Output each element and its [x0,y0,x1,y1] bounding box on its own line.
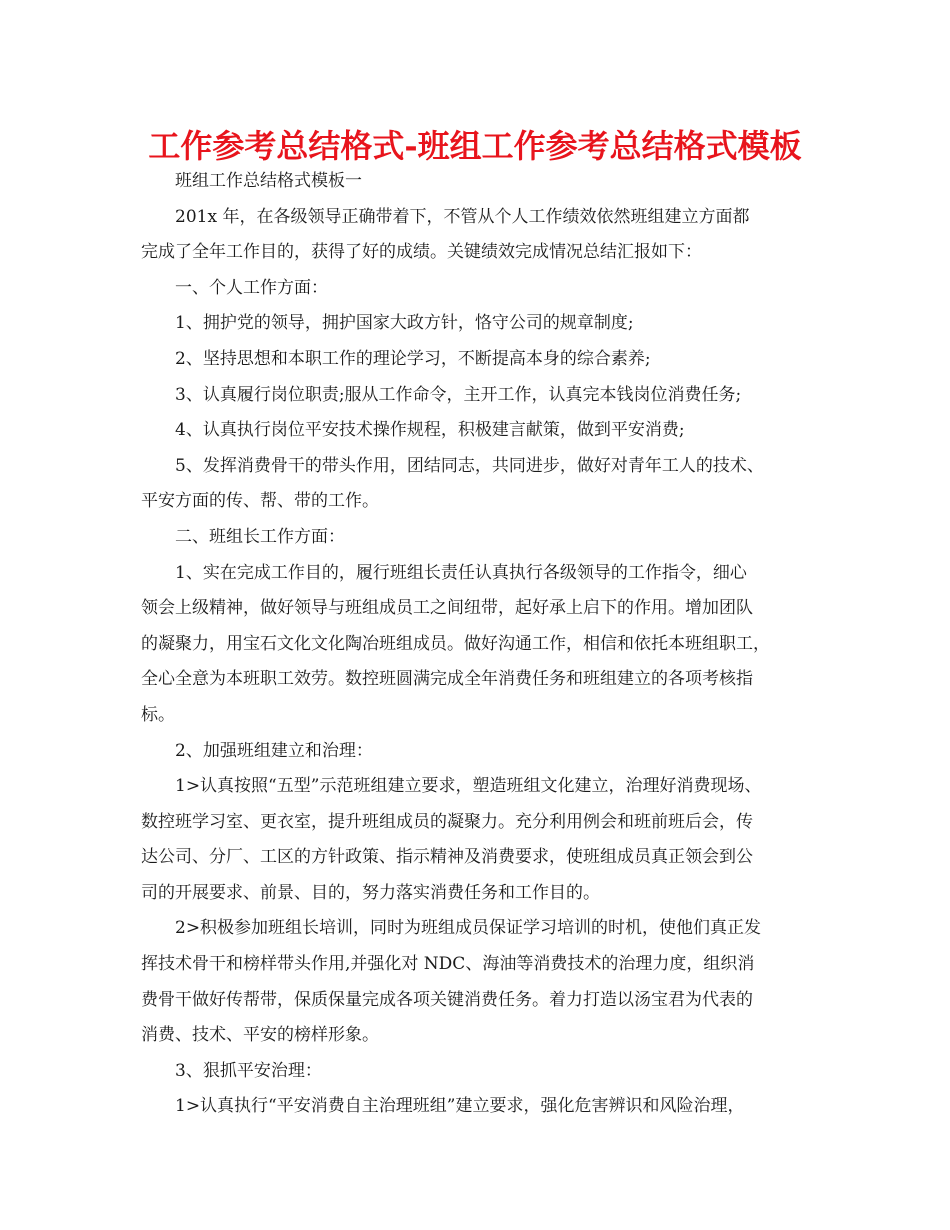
text-line: 4、认真执行岗位平安技术操作规程，积极建言献策，做到平安消费; [175,420,685,441]
text-line: 领会上级精神，做好领导与班组成员工之间纽带，起好承上启下的作用。增加团队 [141,598,753,619]
document-title: 工作参考总结格式-班组工作参考总结格式模板 [148,127,802,165]
text-line: 二、班组长工作方面： [175,526,345,547]
text-line: 1、拥护党的领导，拥护国家大政方针，恪守公司的规章制度; [175,313,634,334]
text-line: 消费、技术、平安的榜样形象。 [141,1025,379,1046]
text-line: 费骨干做好传帮带，保质保量完成各项关键消费任务。着力打造以汤宝君为代表的 [141,989,753,1010]
text-line: 5、发挥消费骨干的带头作用，团结同志，共同进步，做好对青年工人的技术、 [175,455,764,476]
text-line: 司的开展要求、前景、目的，努力落实消费任务和工作目的。 [141,882,600,903]
text-line: 1>认真执行“平安消费自主治理班组”建立要求，强化危害辨识和风险治理， [175,1096,745,1117]
text-line: 201x 年，在各级领导正确带着下，不管从个人工作绩效依然班组建立方面都 [175,206,750,227]
text-line: 全心全意为本班职工效劳。数控班圆满完成全年消费任务和班组建立的各项考核指 [141,669,753,690]
text-line: 3、认真履行岗位职责;服从工作命令，主开工作，认真完本钱岗位消费任务; [175,384,742,405]
text-line: 1>认真按照“五型”示范班组建立要求，塑造班组文化建立，治理好消费现场、 [175,776,762,797]
document-body [141,164,831,1125]
text-line: 一、个人工作方面： [175,277,328,298]
text-line: 标。 [141,704,175,725]
text-line: 数控班学习室、更衣室，提升班组成员的凝聚力。充分利用例会和班前班后会，传 [141,811,753,832]
text-line: 1、实在完成工作目的，履行班组长责任认真执行各级领导的工作指令，细心 [175,562,747,583]
text-line: 3、狠抓平安治理： [175,1060,322,1081]
text-line: 达公司、分厂、工区的方针政策、指示精神及消费要求，使班组成员真正领会到公 [141,847,753,868]
text-line: 2>积极参加班组长培训，同时为班组成员保证学习培训的时机，使他们真正发 [175,918,762,939]
text-line: 2、坚持思想和本职工作的理论学习，不断提高本身的综合素养; [175,348,651,369]
text-line: 2、加强班组建立和治理： [175,740,373,761]
text-line: 的凝聚力，用宝石文化文化陶冶班组成员。做好沟通工作，相信和依托本班组职工， [141,633,770,654]
text-line: 班组工作总结格式模板一 [175,171,362,191]
text-line: 完成了全年工作目的，获得了好的成绩。关键绩效完成情况总结汇报如下： [141,242,702,263]
text-line: 挥技术骨干和榜样带头作用,并强化对 NDC、海油等消费技术的治理力度，组织消 [141,954,755,975]
text-line: 平安方面的传、帮、带的工作。 [141,491,379,512]
